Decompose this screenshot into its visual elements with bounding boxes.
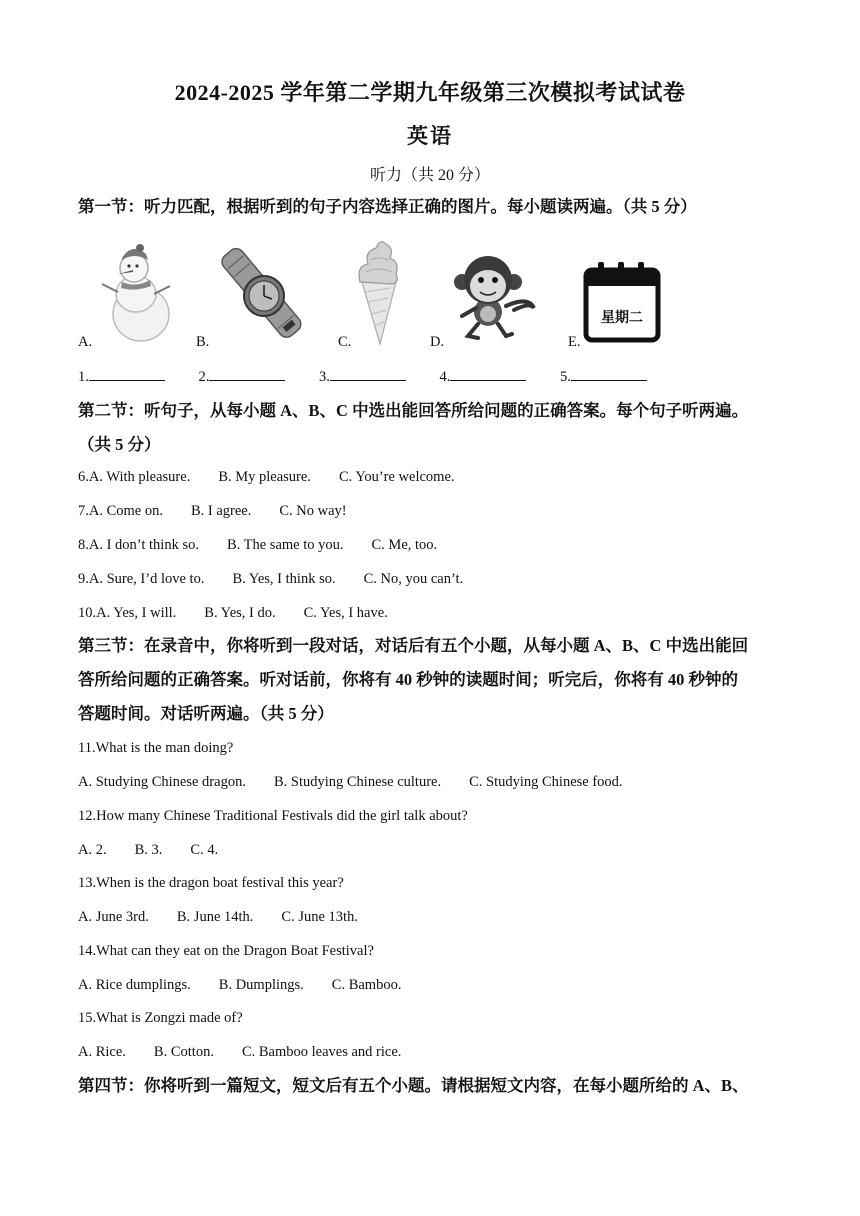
- section4-heading: 第四节：你将听到一篇短文，短文后有五个小题。请根据短文内容，在每小题所给的 A、B、: [78, 1076, 749, 1095]
- question-11-options: A. Studying Chinese dragon. B. Studying Chinese culture. C. Studying Chinese food.: [78, 774, 623, 790]
- answer-blank-2[interactable]: 2.: [199, 368, 286, 386]
- calendar-icon: [582, 236, 662, 346]
- picture-label-a: A.: [78, 334, 93, 350]
- answer-blank-1[interactable]: 1.: [78, 368, 165, 386]
- picture-options: [78, 236, 718, 352]
- question-13-options: A. June 3rd. B. June 14th. C. June 13th.: [78, 909, 358, 925]
- question-15-options: A. Rice. B. Cotton. C. Bamboo leaves and rice.: [78, 1044, 402, 1060]
- answer-blank-4[interactable]: 4.: [440, 368, 527, 386]
- picture-label-e: E.: [568, 334, 581, 350]
- subject-title: 英语: [407, 124, 453, 148]
- question-7: 7.A. Come on. B. I agree. C. No way!: [78, 503, 347, 519]
- question-12: 12.How many Chinese Traditional Festivals did the girl talk about?: [78, 808, 468, 824]
- exam-title: 2024-2025 学年第二学期九年级第三次模拟考试试卷: [174, 80, 686, 105]
- question-9: 9.A. Sure, I’d love to. B. Yes, I think so. C. No, you can’t.: [78, 571, 464, 587]
- question-11: 11.What is the man doing?: [78, 740, 234, 756]
- question-6: 6.A. With pleasure. B. My pleasure. C. You’re welcome.: [78, 469, 455, 485]
- picture-label-c: C.: [338, 334, 352, 350]
- ice-cream-cone-icon: [350, 236, 410, 346]
- wristwatch-icon: [214, 236, 314, 346]
- picture-label-b: B.: [196, 334, 210, 350]
- answer-blank-5[interactable]: 5.: [560, 368, 647, 386]
- answer-blanks: [78, 368, 677, 386]
- question-12-options: A. 2. B. 3. C. 4.: [78, 842, 219, 858]
- calendar-text: 星期二: [601, 310, 643, 326]
- answer-blank-3[interactable]: 3.: [319, 368, 406, 386]
- part-title: 听力（共 20 分）: [369, 167, 490, 184]
- question-8: 8.A. I don’t think so. B. The same to you. C. Me, too.: [78, 537, 438, 553]
- section2-heading: 第二节：听句子，从每小题 A、B、C 中选出能回答所给问题的正确答案。每个句子听两遍。 （共 5 分）: [78, 401, 749, 454]
- question-14-options: A. Rice dumplings. B. Dumplings. C. Bamboo.: [78, 977, 402, 993]
- section3-heading: 第三节：在录音中，你将听到一段对话，对话后有五个小题，从每小题 A、B、C 中选出能回 答所给问题的正确答案。听对话前，你将有 40 秒钟的读题时间；听完后，你将有 40 秒钟的 答题时间。对话听两遍。（共 5 分）: [78, 636, 749, 723]
- question-13: 13.When is the dragon boat festival this year?: [78, 875, 344, 891]
- section1-heading: 第一节：听力匹配，根据听到的句子内容选择正确的图片。每小题读两遍。（共 5 分）: [78, 197, 697, 216]
- monkey-icon: [448, 236, 540, 346]
- picture-label-d: D.: [430, 334, 445, 350]
- question-14: 14.What can they eat on the Dragon Boat Festival?: [78, 943, 374, 959]
- question-15: 15.What is Zongzi made of?: [78, 1010, 243, 1026]
- question-10: 10.A. Yes, I will. B. Yes, I do. C. Yes, I have.: [78, 605, 388, 621]
- snowman-icon: [96, 236, 186, 346]
